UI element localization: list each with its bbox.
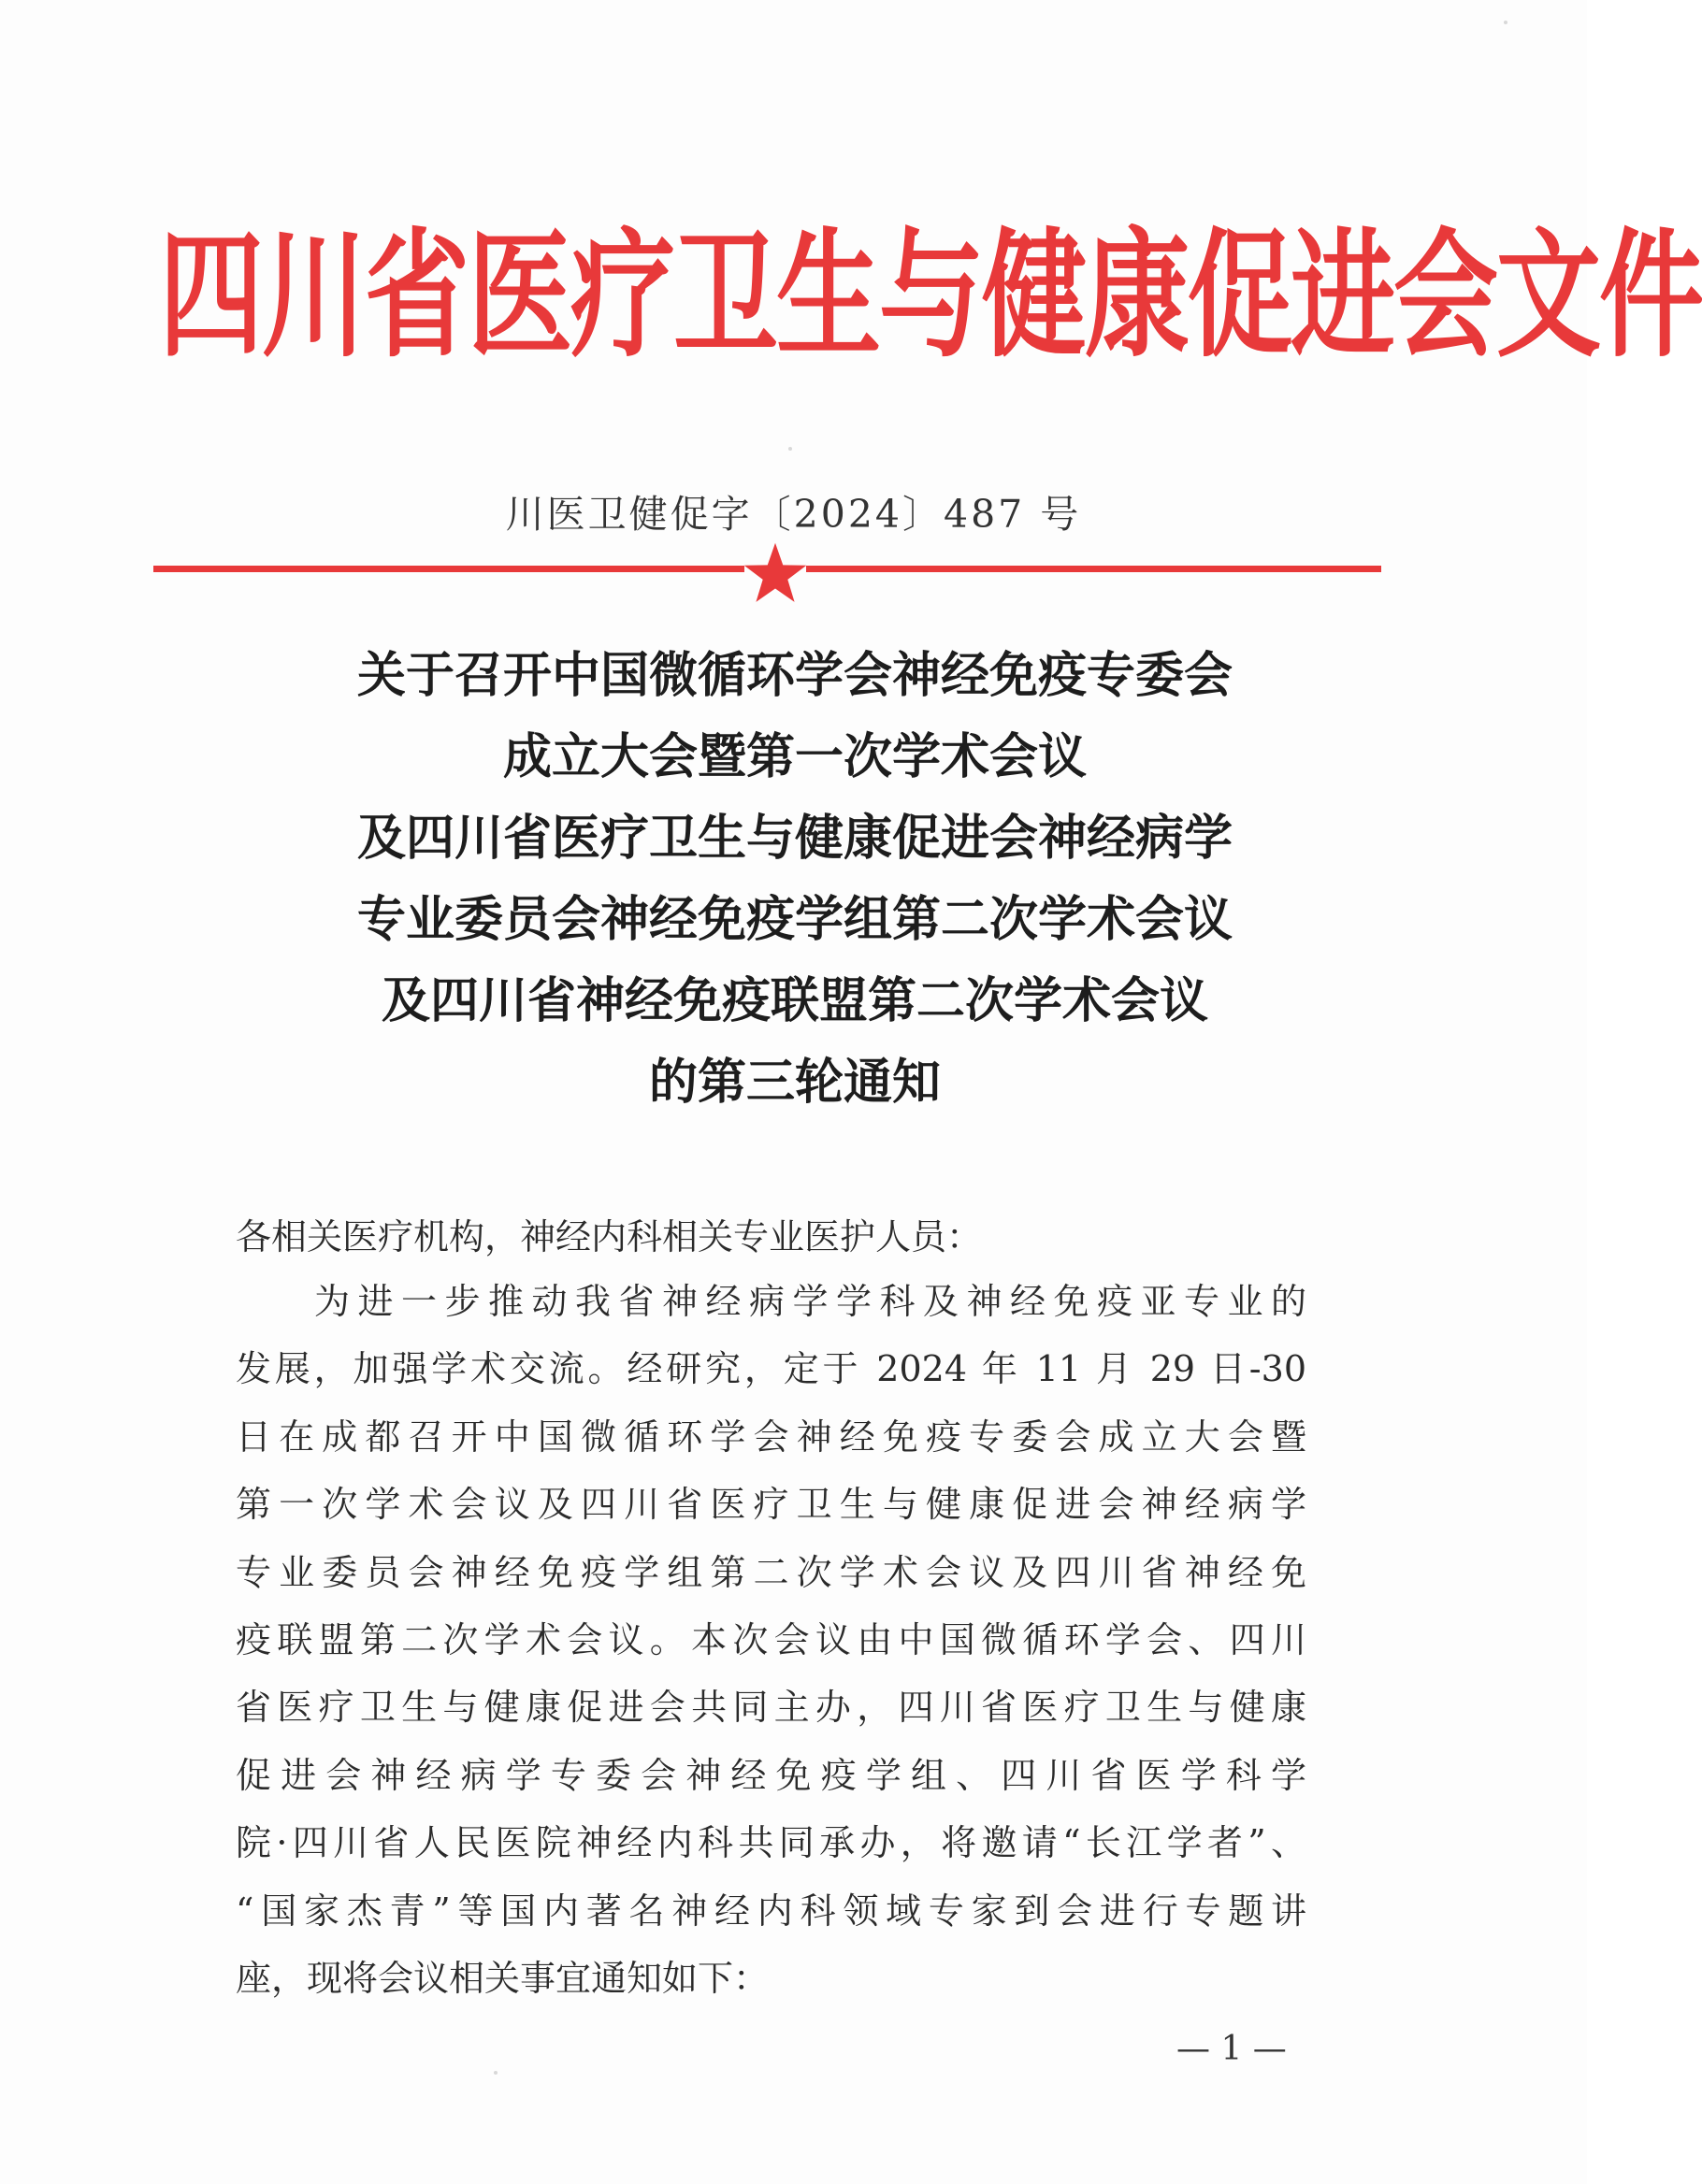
masthead-char: 康 (1085, 216, 1188, 377)
masthead-char: 医 (468, 216, 570, 377)
body-line: 日在成都召开中国微循环学会神经免疫专委会成立大会暨 (236, 1415, 1306, 1458)
title-line: 专业委员会神经免疫学组第二次学术会议 (356, 892, 1233, 948)
document-number: 川医卫健促字〔2024〕487 号 (505, 492, 1082, 537)
body-line: 省医疗卫生与健康促进会共同主办，四川省医疗卫生与健康 (236, 1687, 1306, 1729)
red-rule-right (806, 566, 1381, 572)
masthead-char: 四 (159, 216, 262, 377)
masthead-char: 川 (262, 216, 365, 377)
body-line: 促进会神经病学专委会神经免疫学组、四川省医学科学 (236, 1754, 1306, 1796)
body-paragraph (236, 1268, 1306, 2012)
masthead-char: 健 (982, 216, 1085, 377)
body-line: 座，现将会议相关事宜通知如下： (236, 1957, 770, 1999)
title-line: 的第三轮通知 (648, 1055, 941, 1111)
star-icon (743, 540, 808, 606)
title-line: 及四川省医疗卫生与健康促进会神经病学 (356, 811, 1233, 867)
title-line: 关于召开中国微循环学会神经免疫专委会 (356, 648, 1233, 704)
title-line: 及四川省神经免疫联盟第二次学术会议 (381, 973, 1208, 1029)
notice-title (187, 636, 1403, 1124)
masthead-char: 进 (1291, 216, 1393, 377)
body-line: “国家杰青”等国内著名神经内科领域专家到会进行专题讲 (236, 1889, 1306, 1932)
body-line: 发展，加强学术交流。经研究，定于 2024 年 11 月 29 日-30 (236, 1348, 1306, 1390)
masthead-char: 卫 (673, 216, 776, 377)
masthead-char: 与 (879, 216, 982, 377)
masthead-char: 会 (1393, 216, 1496, 377)
masthead-char: 疗 (570, 216, 673, 377)
body-line: 疫联盟第二次学术会议。本次会议由中国微循环学会、四川 (236, 1618, 1306, 1660)
masthead-char: 促 (1188, 216, 1291, 377)
page-number: — 1 — (1176, 2030, 1287, 2068)
body-line: 为进一步推动我省神经病学学科及神经免疫亚专业的 (314, 1281, 1306, 1322)
scan-speck (788, 447, 792, 451)
scan-speck (494, 2071, 498, 2075)
masthead-char: 件 (1599, 216, 1702, 377)
title-line: 成立大会暨第一次学术会议 (502, 729, 1087, 785)
red-rule-left (153, 566, 744, 572)
body-line: 专业委员会神经免疫学组第二次学术会议及四川省神经免 (236, 1551, 1306, 1593)
masthead-title (159, 180, 1702, 414)
body-line: 第一次学术会议及四川省医疗卫生与健康促进会神经病学 (236, 1484, 1306, 1526)
scan-speck (1504, 21, 1507, 24)
masthead-char: 生 (776, 216, 879, 377)
masthead-char: 省 (365, 216, 468, 377)
body-line: 院·四川省人民医院神经内科共同承办，将邀请“长江学者”、 (236, 1822, 1306, 1864)
masthead-char: 文 (1496, 216, 1599, 377)
salutation: 各相关医疗机构，神经内科相关专业医护人员： (236, 1216, 983, 1257)
